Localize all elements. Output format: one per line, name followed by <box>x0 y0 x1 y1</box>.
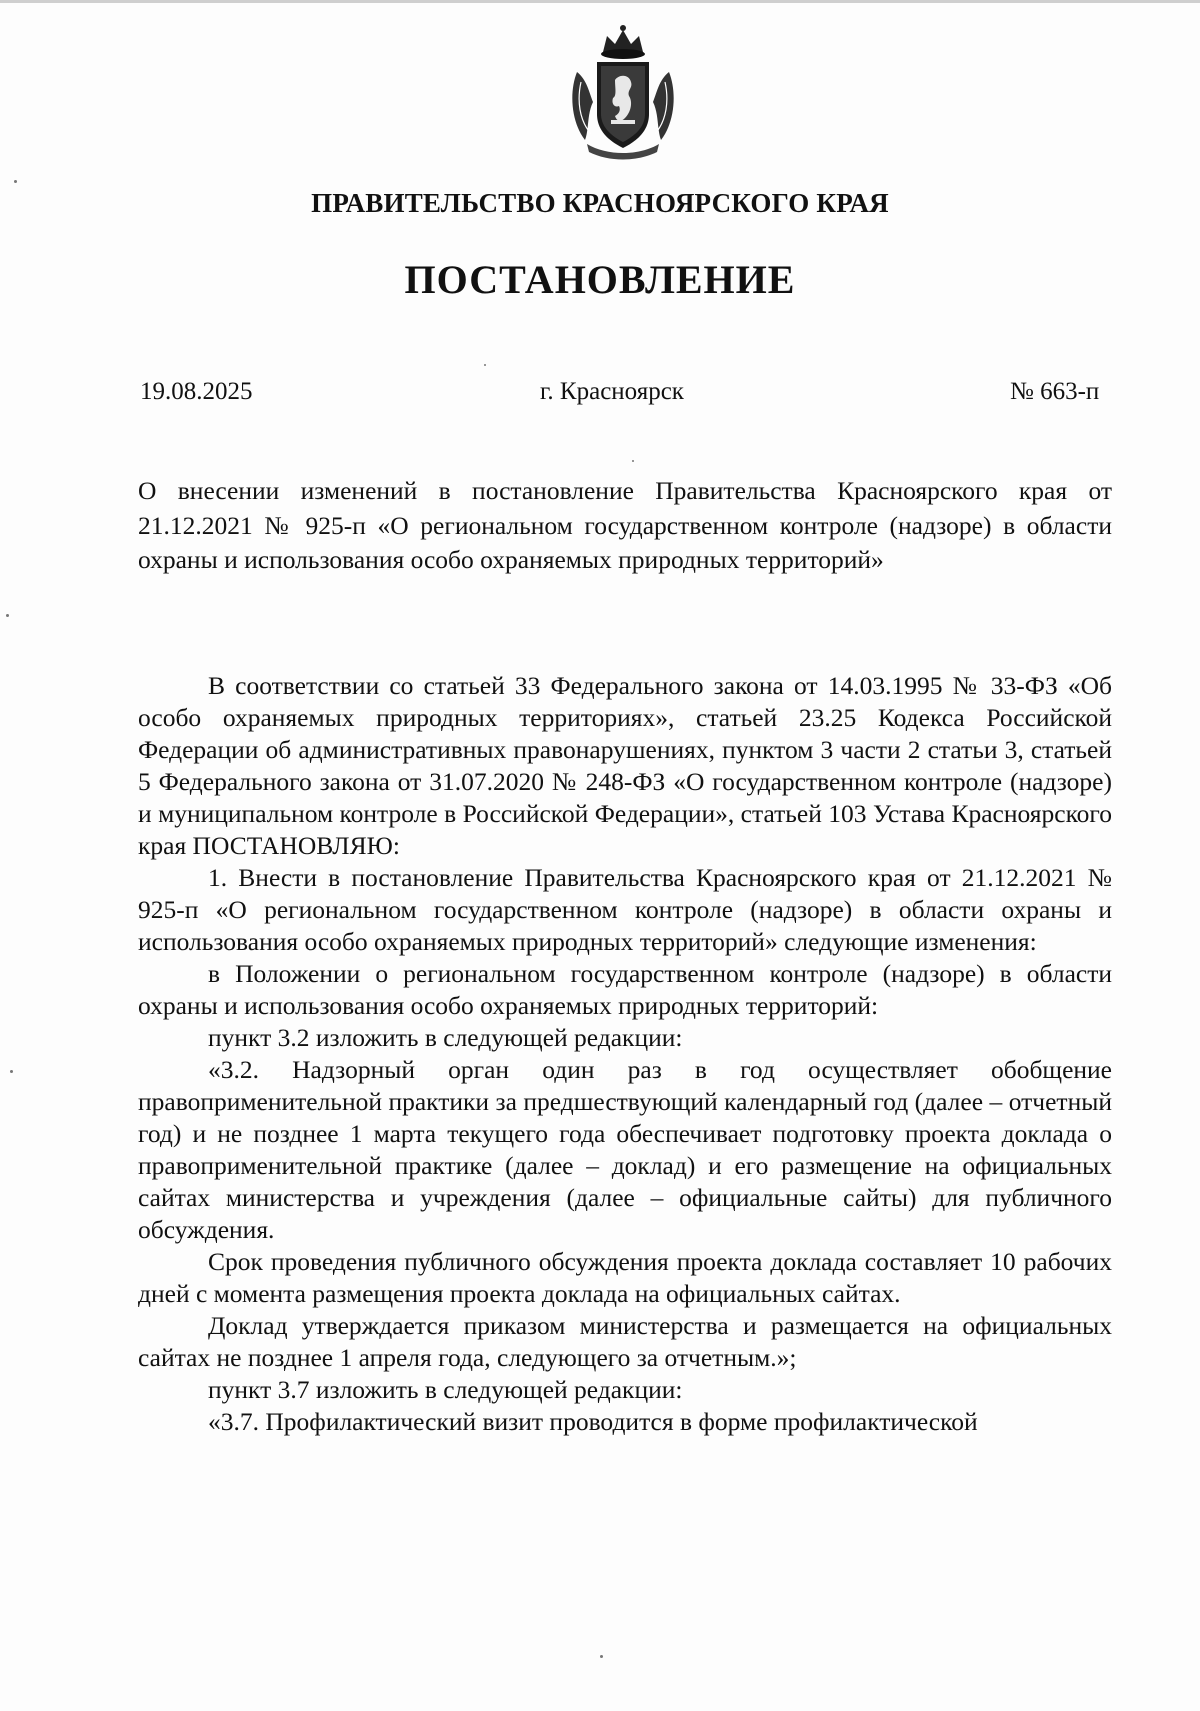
scan-speck <box>484 364 486 366</box>
coat-of-arms-emblem <box>567 22 679 162</box>
scan-speck <box>632 460 634 462</box>
scan-speck <box>600 1655 603 1658</box>
body-paragraph: Доклад утверждается приказом министерства и размещается на официальных сайтах не позднее 1 апреля года, следующего за отчетным.»; <box>138 1311 1112 1372</box>
scan-speck <box>10 1070 13 1073</box>
organization-heading: ПРАВИТЕЛЬСТВО КРАСНОЯРСКОГО КРАЯ <box>311 188 889 218</box>
scan-top-edge <box>0 0 1200 3</box>
body-paragraph: «3.7. Профилактический визит проводится в форме профилактической <box>208 1407 978 1436</box>
document-type-heading: ПОСТАНОВЛЕНИЕ <box>404 257 796 302</box>
scan-speck <box>6 614 9 617</box>
body-paragraph: 1. Внести в постановление Правительства Красноярского края от 21.12.2021 № 925-п «О региональном государственном контроле (надзоре) в области охраны и использования особо охраняемых природных территорий» следующие изменения: <box>138 863 1112 956</box>
body-paragraph: в Положении о региональном государственном контроле (надзоре) в области охраны и использования особо охраняемых природных территорий: <box>138 959 1112 1020</box>
document-body <box>138 670 1112 1438</box>
document-city: г. Красноярск <box>540 378 684 405</box>
body-paragraph: пункт 3.7 изложить в следующей редакции: <box>208 1375 683 1404</box>
document-number: № 663-п <box>1010 378 1100 405</box>
document-title: О внесении изменений в постановление Правительства Красноярского края от 21.12.2021 № 925-п «О региональном государственном контроле (надзоре) в области охраны и использования особо охраняемых природных территорий» <box>138 476 1112 574</box>
body-paragraph: В соответствии со статьей 33 Федерального закона от 14.03.1995 № 33-ФЗ «Об особо охраняемых природных территориях», статьей 23.25 Кодекса Российской Федерации об административных правонарушениях, пунктом 3 части 2 статьи 3, статьей 5 Федерального закона от 31.07.2020 № 248-ФЗ «О государственном контроле (надзоре) и муниципальном контроле в Российской Федерации», статьей 103 Устава Красноярского края ПОСТАНОВЛЯЮ: <box>138 671 1112 860</box>
scan-speck <box>14 180 17 183</box>
body-paragraph: «3.2. Надзорный орган один раз в год осуществляет обобщение правоприменительной практики за предшествующий календарный год (далее – отчетный год) и не позднее 1 марта текущего года обеспечивает подготовку проекта доклада о правоприменительной практике (далее – доклад) и его размещение на официальных сайтах министерства и учреждения (далее – официальные сайты) для публичного обсуждения. <box>138 1055 1112 1244</box>
body-paragraph: пункт 3.2 изложить в следующей редакции: <box>208 1023 683 1052</box>
document-date: 19.08.2025 <box>140 378 253 405</box>
body-paragraph: Срок проведения публичного обсуждения проекта доклада составляет 10 рабочих дней с момента размещения проекта доклада на официальных сайтах. <box>138 1247 1112 1308</box>
